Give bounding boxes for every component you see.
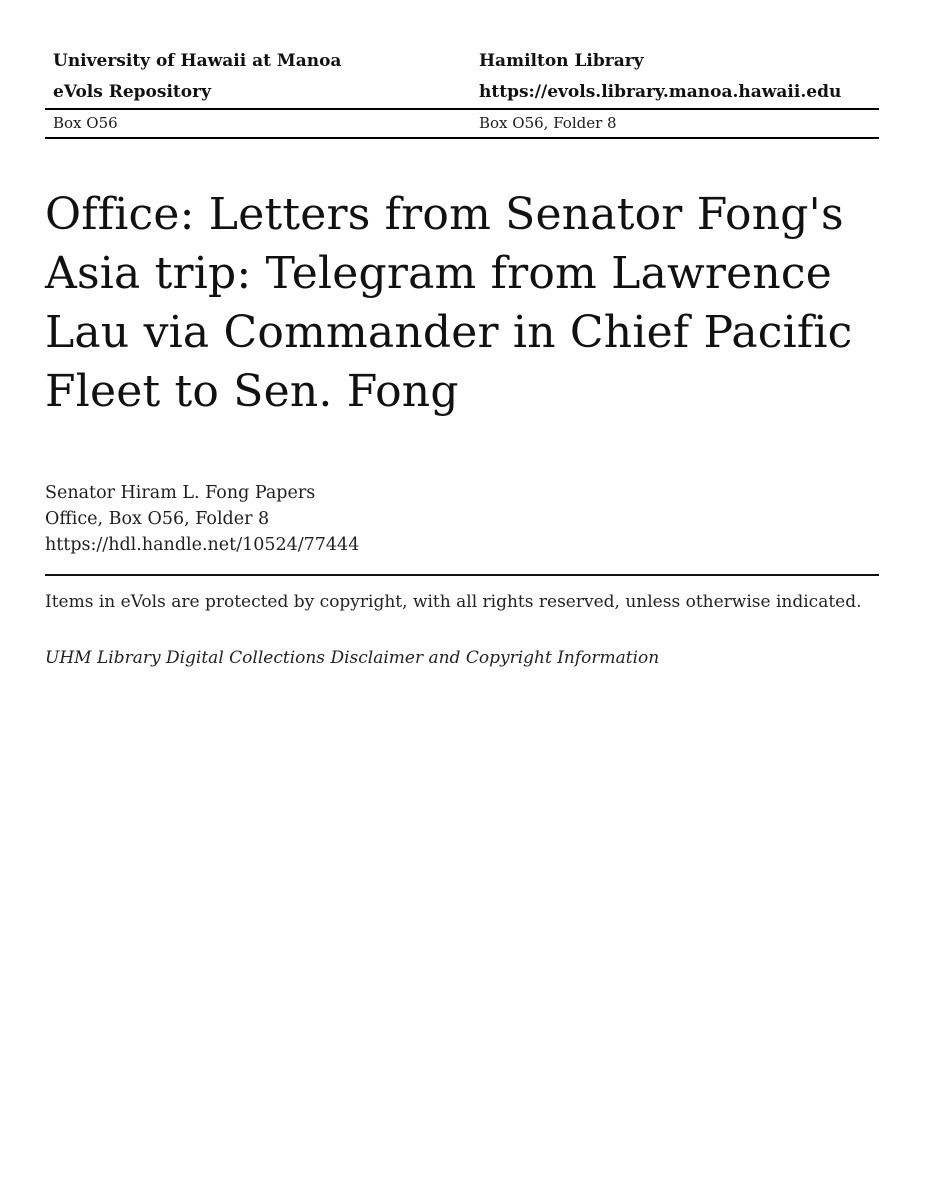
page-title [45,185,879,421]
header-box-row [45,110,879,139]
document-header [45,46,879,139]
library-name: Hamilton Library [479,51,644,71]
header-institution-column [45,46,471,108]
repository-name: eVols Repository [53,82,211,102]
repository-url-link[interactable]: https://evols.library.manoa.hawaii.edu [479,82,842,102]
header-library-column [471,46,879,108]
header-main-row [45,46,879,110]
rights-statement: Items in eVols are protected by copyright, with all rights reserved, unless otherwise indicated. [45,592,862,612]
item-metadata [45,480,879,558]
title-line: Asia trip: Telegram from Lawrence [45,248,832,299]
title-line: Office: Letters from Senator Fong's [45,189,844,240]
box-folder-label: Box O56, Folder 8 [479,114,617,132]
section-divider [45,574,879,576]
handle-url-link[interactable]: https://hdl.handle.net/10524/77444 [45,535,360,555]
title-line: Lau via Commander in Chief Pacific [45,307,853,358]
collection-name: Senator Hiram L. Fong Papers [45,483,316,503]
disclaimer-link[interactable]: UHM Library Digital Collections Disclaimer and Copyright Information [45,648,660,668]
institution-name: University of Hawaii at Manoa [53,51,342,71]
title-line: Fleet to Sen. Fong [45,366,459,417]
box-label: Box O56 [53,114,118,132]
item-location: Office, Box O56, Folder 8 [45,509,270,529]
